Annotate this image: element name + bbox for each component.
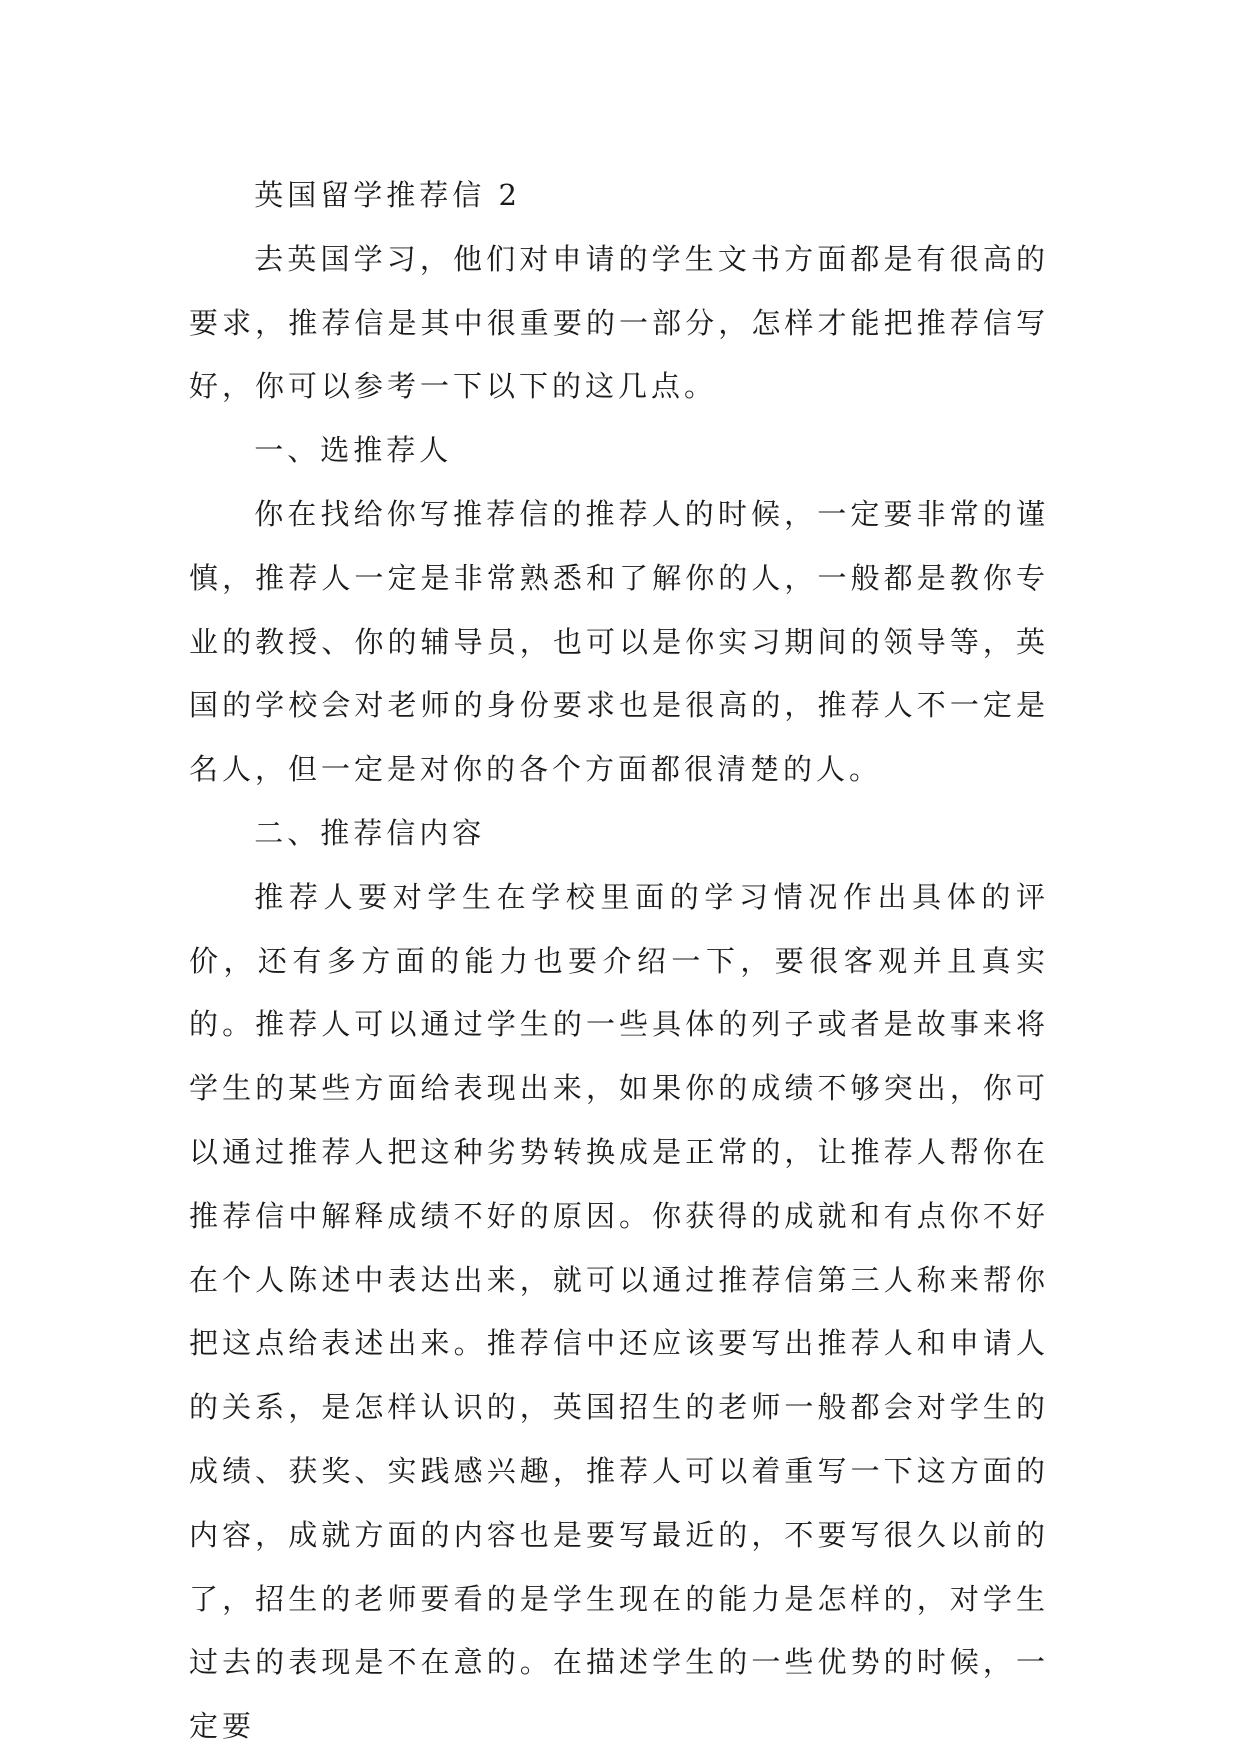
letter-content-paragraph: 推荐人要对学生在学校里面的学习情况作出具体的评价，还有多方面的能力也要介绍一下，要很客观并且真实的。推荐人可以通过学生的一些具体的列子或者是故事来将学生的某些方面给表现出来，如果你的成绩不够突出，你可以通过推荐人把这种劣势转换成是正常的，让推荐人帮你在推荐信中解释成绩不好的原因。你获得的成就和有点你不好在个人陈述中表达出来，就可以通过推荐信第三人称来帮你把这点给表述出来。推荐信中还应该要写出推荐人和申请人的关系，是怎样认识的，英国招生的老师一般都会对学生的成绩、获奖、实践感兴趣，推荐人可以着重写一下这方面的内容，成就方面的内容也是要写最近的，不要写很久以前的了，招生的老师要看的是学生现在的能力是怎样的，对学生过去的表现是不在意的。在描述学生的一些优势的时候，一定要 — [189, 879, 1049, 1744]
choose-referee-paragraph: 你在找给你写推荐信的推荐人的时候，一定要非常的谨慎，推荐人一定是非常熟悉和了解你的人，一般都是教你专业的教授、你的辅导员，也可以是你实习期间的领导等，英国的学校会对老师的身份要求也是很高的，推荐人不一定是名人，但一定是对你的各个方面都很清楚的人。 — [189, 496, 1049, 787]
document-body — [189, 164, 1049, 1759]
section-heading-choose-referee: 一、选推荐人 — [254, 433, 453, 468]
intro-paragraph: 去英国学习，他们对申请的学生文书方面都是有很高的要求，推荐信是其中很重要的一部分，怎样才能把推荐信写好，你可以参考一下以下的这几点。 — [189, 241, 1049, 404]
document-title: 英国留学推荐信 2 — [254, 178, 521, 212]
section-heading-letter-content: 二、推荐信内容 — [254, 815, 486, 850]
